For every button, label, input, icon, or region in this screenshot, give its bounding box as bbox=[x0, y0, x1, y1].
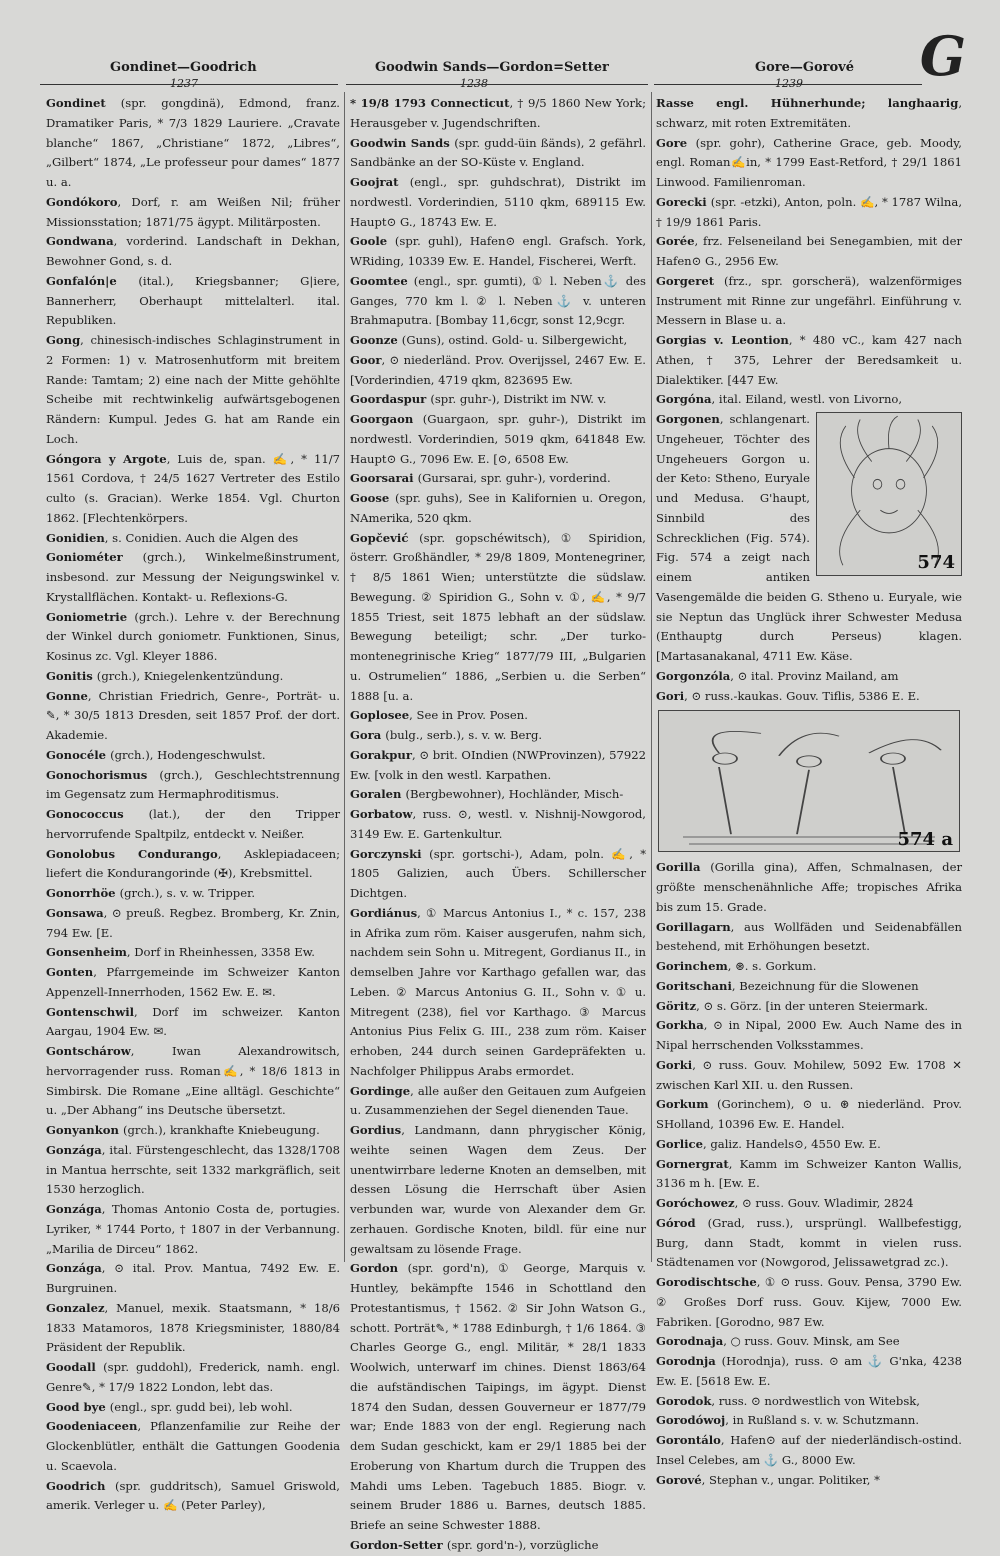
dictionary-entry: Gorgonen, schlangenart. Ungeheuer, Töchter des Ungeheuers Gorgon u. der Keto: Stheno, Euryale und Medusa. G'haupt, Sinnbild des Schrecklichen (Fig. 574). Fig. 574 a zeigt nach einem antiken Vasengemälde die beiden G. Stheno u. Euryale, wie sie Neptun das Unglück ihrer Schwester Medusa (Enthauptg durch Perseus) klagen. [Martasanakanal, 4711 Ew. Käse. bbox=[656, 412, 962, 663]
dictionary-entry: Gorodówoj, in Rußland s. v. w. Schutzmann. bbox=[656, 1413, 920, 1428]
dictionary-entry: Gonzága, ital. Fürstengeschlecht, das 1328/1708 in Mantua herrschte, seit 1332 markgräflich, seit 1530 herzoglich. bbox=[46, 1142, 340, 1197]
dictionary-entry: Gonne, Christian Friedrich, Genre-, Porträt- u. ✎, * 30/5 1813 Dresden, seit 1857 Prof. der dort. Akademie. bbox=[46, 688, 340, 742]
dictionary-entry: Gorée, frz. Felseneiland bei Senegambien, mit der Hafen⊙ G., 2956 Ew. bbox=[656, 234, 962, 268]
dictionary-entry: Goose (spr. guhs), See in Kalifornien u. Oregon, NAmerika, 520 qkm. bbox=[350, 491, 647, 525]
dictionary-entry: Gordon (spr. gord'n), ① George, Marquis v. Huntley, bekämpfte 1546 in Schottland den Protestantismus, † 1562. ② Sir John Watson G., schott. Porträt✎, * 1788 Edinburgh, † 1/6 1864. ③ Charles George G., engl. Militär, * 28/1 1833 Woolwich, unterwarf im chines. Dienst 1863/64 die aufständischen Taipings, im ägypt. Dienst 1874 den Sudan, dessen Gouverneur er 1877/79 war; Ende 1883 von der engl. Regierung nach dem Sudan geschickt, kam er 29/1 1885 bei der Eroberung von Khartum durch die Truppen des Mahdi ums Leben. Tagebuch 1885. Biogr. v. seinem Bruder 1886 u. Barnes, deutsch 1885. Briefe an seine Schwester 1888. bbox=[350, 1261, 646, 1532]
page-section-letter: G bbox=[919, 24, 966, 88]
figure-574a-vase-painting bbox=[658, 710, 960, 852]
dictionary-entry: Goniométer (grch.), Winkelmeßinstrument, insbesond. zur Messung der Neigungswinkel v. Krystallflächen. Kontakt- u. Reflexions-G. bbox=[46, 550, 340, 604]
dictionary-entry: Gonsenheim, Dorf in Rheinhessen, 3358 Ew. bbox=[46, 945, 315, 960]
dictionary-page bbox=[40, 24, 970, 1552]
dictionary-entry: Goralen (Bergbewohner), Hochländer, Misch- bbox=[350, 787, 624, 802]
header-middle: Goodwin Sands—Gordon=Setter bbox=[375, 60, 609, 75]
dictionary-entry: Rasse engl. Hühnerhunde; langhaarig, schwarz, mit roten Extremitäten. bbox=[656, 96, 962, 130]
dictionary-entry: Gonfalón|e (ital.), Kriegsbanner; G|iere, Bannerherr, Oberhaupt mittelalterl. ital. Republiken. bbox=[46, 273, 340, 328]
figure-label: 574 bbox=[917, 552, 955, 574]
dictionary-entry: Goodwin Sands (spr. gudd-üin ßänds), 2 gefährl. Sandbänke an der SO-Küste v. England. bbox=[350, 135, 646, 170]
page-number-middle: 1238 bbox=[460, 77, 488, 90]
dictionary-entry: Goodall (spr. guddohl), Frederick, namh. engl. Genre✎, * 17/9 1822 London, lebt das. bbox=[46, 1360, 340, 1394]
figure-label: 574 a bbox=[897, 828, 953, 850]
dictionary-entry: Gonococcus (lat.), der den Tripper hervorrufende Spaltpilz, entdeckt v. Neißer. bbox=[46, 807, 340, 841]
column-left bbox=[46, 94, 340, 1516]
dictionary-entry: Gorové, Stephan v., ungar. Politiker, * bbox=[656, 1472, 880, 1487]
dictionary-entry: Goodeniaceen, Pflanzenfamilie zur Reihe der Glockenblütler, enthält die Gattungen Goodenia u. Scaevola. bbox=[46, 1419, 340, 1473]
dictionary-entry: Gorlice, galiz. Handels⊙, 4550 Ew. E. bbox=[656, 1136, 881, 1151]
column-middle bbox=[350, 94, 646, 1556]
dictionary-entry: Gonyankon (grch.), krankhafte Kniebeugung. bbox=[46, 1123, 320, 1137]
dictionary-entry: Gorodnaja, ○ russ. Gouv. Minsk, am See bbox=[656, 1334, 900, 1349]
dictionary-entry: Gordius, Landmann, dann phrygischer König, weihte seinen Wagen dem Zeus. Der unentwirrbare lederne Knoten an demselben, mit dessen Lösung die Herrschaft über Asien verbunden war, wurde von Alexander dem Gr. zerhauen. Gordische Knoten, bildl. für eine nur gewaltsam zu lösende Frage. bbox=[350, 1123, 646, 1256]
dictionary-entry: Gonten, Pfarrgemeinde im Schweizer Kanton Appenzell-Innerrhoden, 1562 Ew. E. ✉. bbox=[46, 965, 340, 999]
dictionary-entry: Gonzalez, Manuel, mexik. Staatsmann, * 18/6 1833 Matamoros, 1878 Kriegsminister, 1880/84 Präsident der Republik. bbox=[46, 1300, 340, 1355]
dictionary-entry: Gorkum (Gorinchem), ⊙ u. ⊛ niederländ. Prov. SHolland, 10396 Ew. E. Handel. bbox=[656, 1097, 962, 1131]
header-rule-right bbox=[654, 84, 922, 85]
dictionary-entry: Gora (bulg., serb.), s. v. w. Berg. bbox=[350, 728, 543, 742]
dictionary-entry: Gonolobus Condurango, Asklepiadaceen; liefert die Kondurangorinde (✠), Krebsmittel. bbox=[46, 846, 340, 881]
page-number-right: 1239 bbox=[775, 77, 803, 90]
dictionary-entry: Goodrich (spr. guddritsch), Samuel Griswold, amerik. Verleger u. ✍ (Peter Parley), bbox=[46, 1478, 340, 1513]
dictionary-entry: Gorillagarn, aus Wollfäden und Seidenabfällen bestehend, mit Erhöhungen besetzt. bbox=[656, 919, 962, 954]
dictionary-entry: Gondinet (spr. gongdinä), Edmond, franz. Dramatiker Paris, * 7/3 1829 Lauriere. „Cravate blanche“ 1867, „Christiane“ 1872, „Libres“, „Gilbert“ 1874, „Le professeur pour dames“ 1877 u. a. bbox=[46, 96, 340, 189]
dictionary-entry: Gorilla (Gorilla gina), Affen, Schmalnasen, der größte menschenähnliche Affe; tropisches Afrika bis zum 15. Grade. bbox=[656, 860, 962, 914]
dictionary-entry: Goojrat (engl., spr. guhdschrat), Distrikt im nordwestl. Vorderindien, 5110 qkm, 689115 Ew. Haupt⊙ G., 18743 Ew. E. bbox=[350, 175, 646, 229]
dictionary-entry: Goole (spr. guhl), Hafen⊙ engl. Grafsch. York, WRiding, 10339 Ew. E. Handel, Fischerei, Werft. bbox=[350, 234, 646, 268]
column-divider bbox=[344, 92, 345, 1262]
dictionary-entry: Gorczynski (spr. gortschi-), Adam, poln. ✍, * 1805 Galizien, auch Übers. Schillerscher Dichtgen. bbox=[350, 846, 647, 900]
dictionary-entry: Gorki, ⊙ russ. Gouv. Mohilew, 5092 Ew. 1708 ✕ zwischen Karl XII. u. den Russen. bbox=[656, 1057, 962, 1092]
dictionary-entry: Gorodok, russ. ⊙ nordwestlich von Witebsk, bbox=[656, 1393, 920, 1408]
dictionary-entry: Goorsarai (Gursarai, spr. guhr-), vorderind. bbox=[350, 471, 611, 486]
dictionary-entry: Gonitis (grch.), Kniegelenkentzündung. bbox=[46, 668, 284, 683]
dictionary-entry: Goróchowez, ⊙ russ. Gouv. Wladimir, 2824 bbox=[656, 1196, 914, 1210]
dictionary-entry: Goonze (Guns), ostind. Gold- u. Silbergewicht, bbox=[350, 333, 628, 347]
header-left: Gondinet—Goodrich bbox=[110, 60, 257, 75]
dictionary-entry: Göritz, ⊙ s. Görz. [in der unteren Steiermark. bbox=[656, 998, 929, 1013]
dictionary-entry: Gonocéle (grch.), Hodengeschwulst. bbox=[46, 747, 266, 762]
dictionary-entry: Gorakpur, ⊙ brit. OIndien (NWProvinzen), 57922 Ew. [volk in den westl. Karpathen. bbox=[350, 747, 646, 782]
dictionary-entry: Gore (spr. gohr), Catherine Grace, geb. Moody, engl. Roman✍in, * 1799 East-Retford, † 29/1 1861 Linwood. Familienroman. bbox=[656, 135, 962, 189]
page-number-left: 1237 bbox=[170, 77, 198, 90]
dictionary-entry: Gorgonzóla, ⊙ ital. Provinz Mailand, am bbox=[656, 668, 899, 683]
header-right: Gore—Gorové bbox=[755, 60, 855, 75]
dictionary-entry: Gorgias v. Leontion, * 480 vC., kam 427 nach Athen, † 375, Lehrer der Beredsamkeit u. Dialektiker. [447 Ew. bbox=[656, 333, 962, 387]
dictionary-entry: Gorodnja (Horodnja), russ. ⊙ am ⚓ G'nka, 4238 Ew. E. [5618 Ew. E. bbox=[656, 1354, 962, 1388]
dictionary-entry: Goplosee, See in Prov. Posen. bbox=[350, 708, 528, 723]
dictionary-entry: Gontenschwil, Dorf im schweizer. Kanton Aargau, 1904 Ew. ✉. bbox=[46, 1004, 340, 1039]
dictionary-entry: Gorinchem, ⊛. s. Gorkum. bbox=[656, 959, 817, 973]
dictionary-entry: Gori, ⊙ russ.-kaukas. Gouv. Tiflis, 5386 E. E. bbox=[656, 688, 920, 703]
figure-574-medusa-head bbox=[816, 412, 962, 576]
dictionary-entry: Gondókoro, Dorf, r. am Weißen Nil; früher Missionsstation; 1871/75 ägypt. Militärposten. bbox=[46, 194, 340, 229]
dictionary-entry: Gonochorismus (grch.), Geschlechtstrennung im Gegensatz zum Hermaphroditismus. bbox=[46, 767, 340, 802]
dictionary-entry: Goordaspur (spr. guhr-), Distrikt im NW. v. bbox=[350, 392, 607, 407]
running-headers bbox=[40, 60, 920, 78]
dictionary-entry: Goniometrie (grch.). Lehre v. der Berechnung der Winkel durch goniometr. Funktionen, Sinus, Kosinus zc. Vgl. Kleyer 1886. bbox=[46, 609, 341, 663]
dictionary-entry: Gontschárow, Iwan Alexandrowitsch, hervorragender russ. Roman✍, * 18/6 1813 in Simbirsk. Die Romane „Eine alltägl. Geschichte“ u. „Der Abhang“ ins Deutsche übersetzt. bbox=[46, 1044, 340, 1118]
dictionary-entry: Gorkha, ⊙ in Nipal, 2000 Ew. Auch Name des in Nipal herrschenden Volksstammes. bbox=[656, 1018, 962, 1052]
dictionary-entry: Gopčević (spr. gopschéwitsch), ① Spiridion, österr. Großhändler, * 29/8 1809, Montenegriner, † 8/5 1861 Wien; unterstützte die südslaw. Bewegung. ② Spiridion G., Sohn v. ①, ✍, * 9/7 1855 Triest, seit 1875 lebhaft an der südslaw. Bewegung beteiligt; schr. „Der turko-montenegrinische Krieg“ 1877/79 III, „Bulgarien u. Ostrumelien“ 1886, „Serbien u. die Serben“ 1888 [u. a. bbox=[350, 530, 646, 703]
dictionary-entry: Gonsawa, ⊙ preuß. Regbez. Bromberg, Kr. Znin, 794 Ew. [E. bbox=[46, 905, 340, 940]
dictionary-entry: Gonzága, Thomas Antonio Costa de, portugies. Lyriker, * 1744 Porto, † 1807 in der Verbannung. „Marilia de Dirceu“ 1862. bbox=[46, 1202, 340, 1256]
dictionary-entry: Goorgaon (Guargaon, spr. guhr-), Distrikt im nordwestl. Vorderindien, 5019 qkm, 641848 Ew. Haupt⊙ G., 7096 Ew. E. [⊙, 6508 Ew. bbox=[350, 412, 646, 466]
dictionary-entry: Goomtee (engl., spr. gumti), ① l. Neben⚓ des Ganges, 770 km l. ② l. Neben⚓ v. unteren Brahmaputra. [Bombay 11,6cgr, sonst 12,9cgr. bbox=[350, 273, 646, 328]
dictionary-entry: Gornergrat, Kamm im Schweizer Kanton Wallis, 3136 m h. [Ew. E. bbox=[656, 1156, 962, 1191]
dictionary-entry: Gondwana, vorderind. Landschaft in Dekhan, Bewohner Gond, s. d. bbox=[46, 234, 340, 268]
dictionary-entry: Gorodischtsche, ① ⊙ russ. Gouv. Pensa, 3790 Ew. ② Großes Dorf russ. Gouv. Kijew, 7000 Ew. Fabriken. [Gorodno, 987 Ew. bbox=[656, 1275, 962, 1329]
dictionary-entry: Góngora y Argote, Luis de, span. ✍, * 11/7 1561 Cordova, † 24/5 1627 Vertreter des Estilo culto (s. Gracian). Werke 1854. Vgl. Churton 1862. [Flechtenkörpers. bbox=[46, 451, 340, 525]
dictionary-entry: Gorecki (spr. -etzki), Anton, poln. ✍, * 1787 Wilna, † 19/9 1861 Paris. bbox=[656, 194, 962, 229]
header-rule-middle bbox=[346, 84, 648, 85]
dictionary-entry: Good bye (engl., spr. gudd bei), leb wohl. bbox=[46, 1399, 293, 1414]
dictionary-entry: Gorgóna, ital. Eiland, westl. von Livorno, bbox=[656, 392, 903, 407]
dictionary-entry: Gordon-Setter (spr. gord'n-), vorzügliche bbox=[350, 1537, 599, 1552]
dictionary-entry: Gorbatow, russ. ⊙, westl. v. Nishnij-Nowgorod, 3149 Ew. E. Gartenkultur. bbox=[350, 807, 646, 841]
header-rule-left bbox=[40, 84, 338, 85]
dictionary-entry: Górod (Grad, russ.), ursprüngl. Wallbefestigg, Burg, dann Stadt, kommt in vielen russ. Städtenamen vor (Nowgorod, Jelissawetgrad zc.). bbox=[656, 1215, 962, 1270]
dictionary-entry: Gordiánus, ① Marcus Antonius I., * c. 157, 238 in Afrika zum röm. Kaiser ausgerufen, nahm sich, nachdem sein Sohn u. Mitregent, Gordianus II., in demselben Jahre vor Karthago gefallen war, das Leben. ② Marcus Antonius G. II., Sohn v. ① u. Mitregent (238), fiel vor Karthago. ③ Marcus Antonius Pius Felix G. III., 238 zum röm. Kaiser erhoben, 244 durch seinen Gardepräfekten u. Nachfolger Philippus Arabs ermordet. bbox=[350, 905, 646, 1078]
dictionary-entry: Goritschani, Bezeichnung für die Slowenen bbox=[656, 978, 919, 993]
column-divider bbox=[651, 92, 652, 1262]
dictionary-entry: Gonidien, s. Conidien. Auch die Algen des bbox=[46, 530, 299, 545]
dictionary-entry: * 19/8 1793 Connecticut, † 9/5 1860 New York; Herausgeber v. Jugendschriften. bbox=[350, 96, 646, 130]
dictionary-entry: Gorontálo, Hafen⊙ auf der niederländisch-ostind. Insel Celebes, am ⚓ G., 8000 Ew. bbox=[656, 1433, 962, 1467]
dictionary-entry: Gonorrhöe (grch.), s. v. w. Tripper. bbox=[46, 886, 256, 900]
dictionary-entry: Goor, ⊙ niederländ. Prov. Overijssel, 2467 Ew. E. [Vorderindien, 4719 qkm, 823695 Ew. bbox=[350, 352, 646, 387]
dictionary-entry: Gong, chinesisch-indisches Schlaginstrument in 2 Formen: 1) v. Matrosenhutform mit breitem Rande: Tamtam; 2) eine nach der Mitte gehöhlte Scheibe mit rechtwinkelig aufwärtsgebogenen Rändern: Kumpul. Jedes G. hat am Rande ein Loch. bbox=[46, 333, 340, 446]
dictionary-entry: Gorgeret (frz., spr. gorscherä), walzenförmiges Instrument mit Rinne zur ungefährl. Einführung v. Messern in Blase u. a. bbox=[656, 273, 962, 328]
dictionary-entry: Gordinge, alle außer den Geitauen zum Aufgeien u. Zusammenziehen der Segel dienenden Taue. bbox=[350, 1083, 646, 1118]
dictionary-entry: Gonzága, ⊙ ital. Prov. Mantua, 7492 Ew. E. Burgruinen. bbox=[46, 1261, 340, 1295]
